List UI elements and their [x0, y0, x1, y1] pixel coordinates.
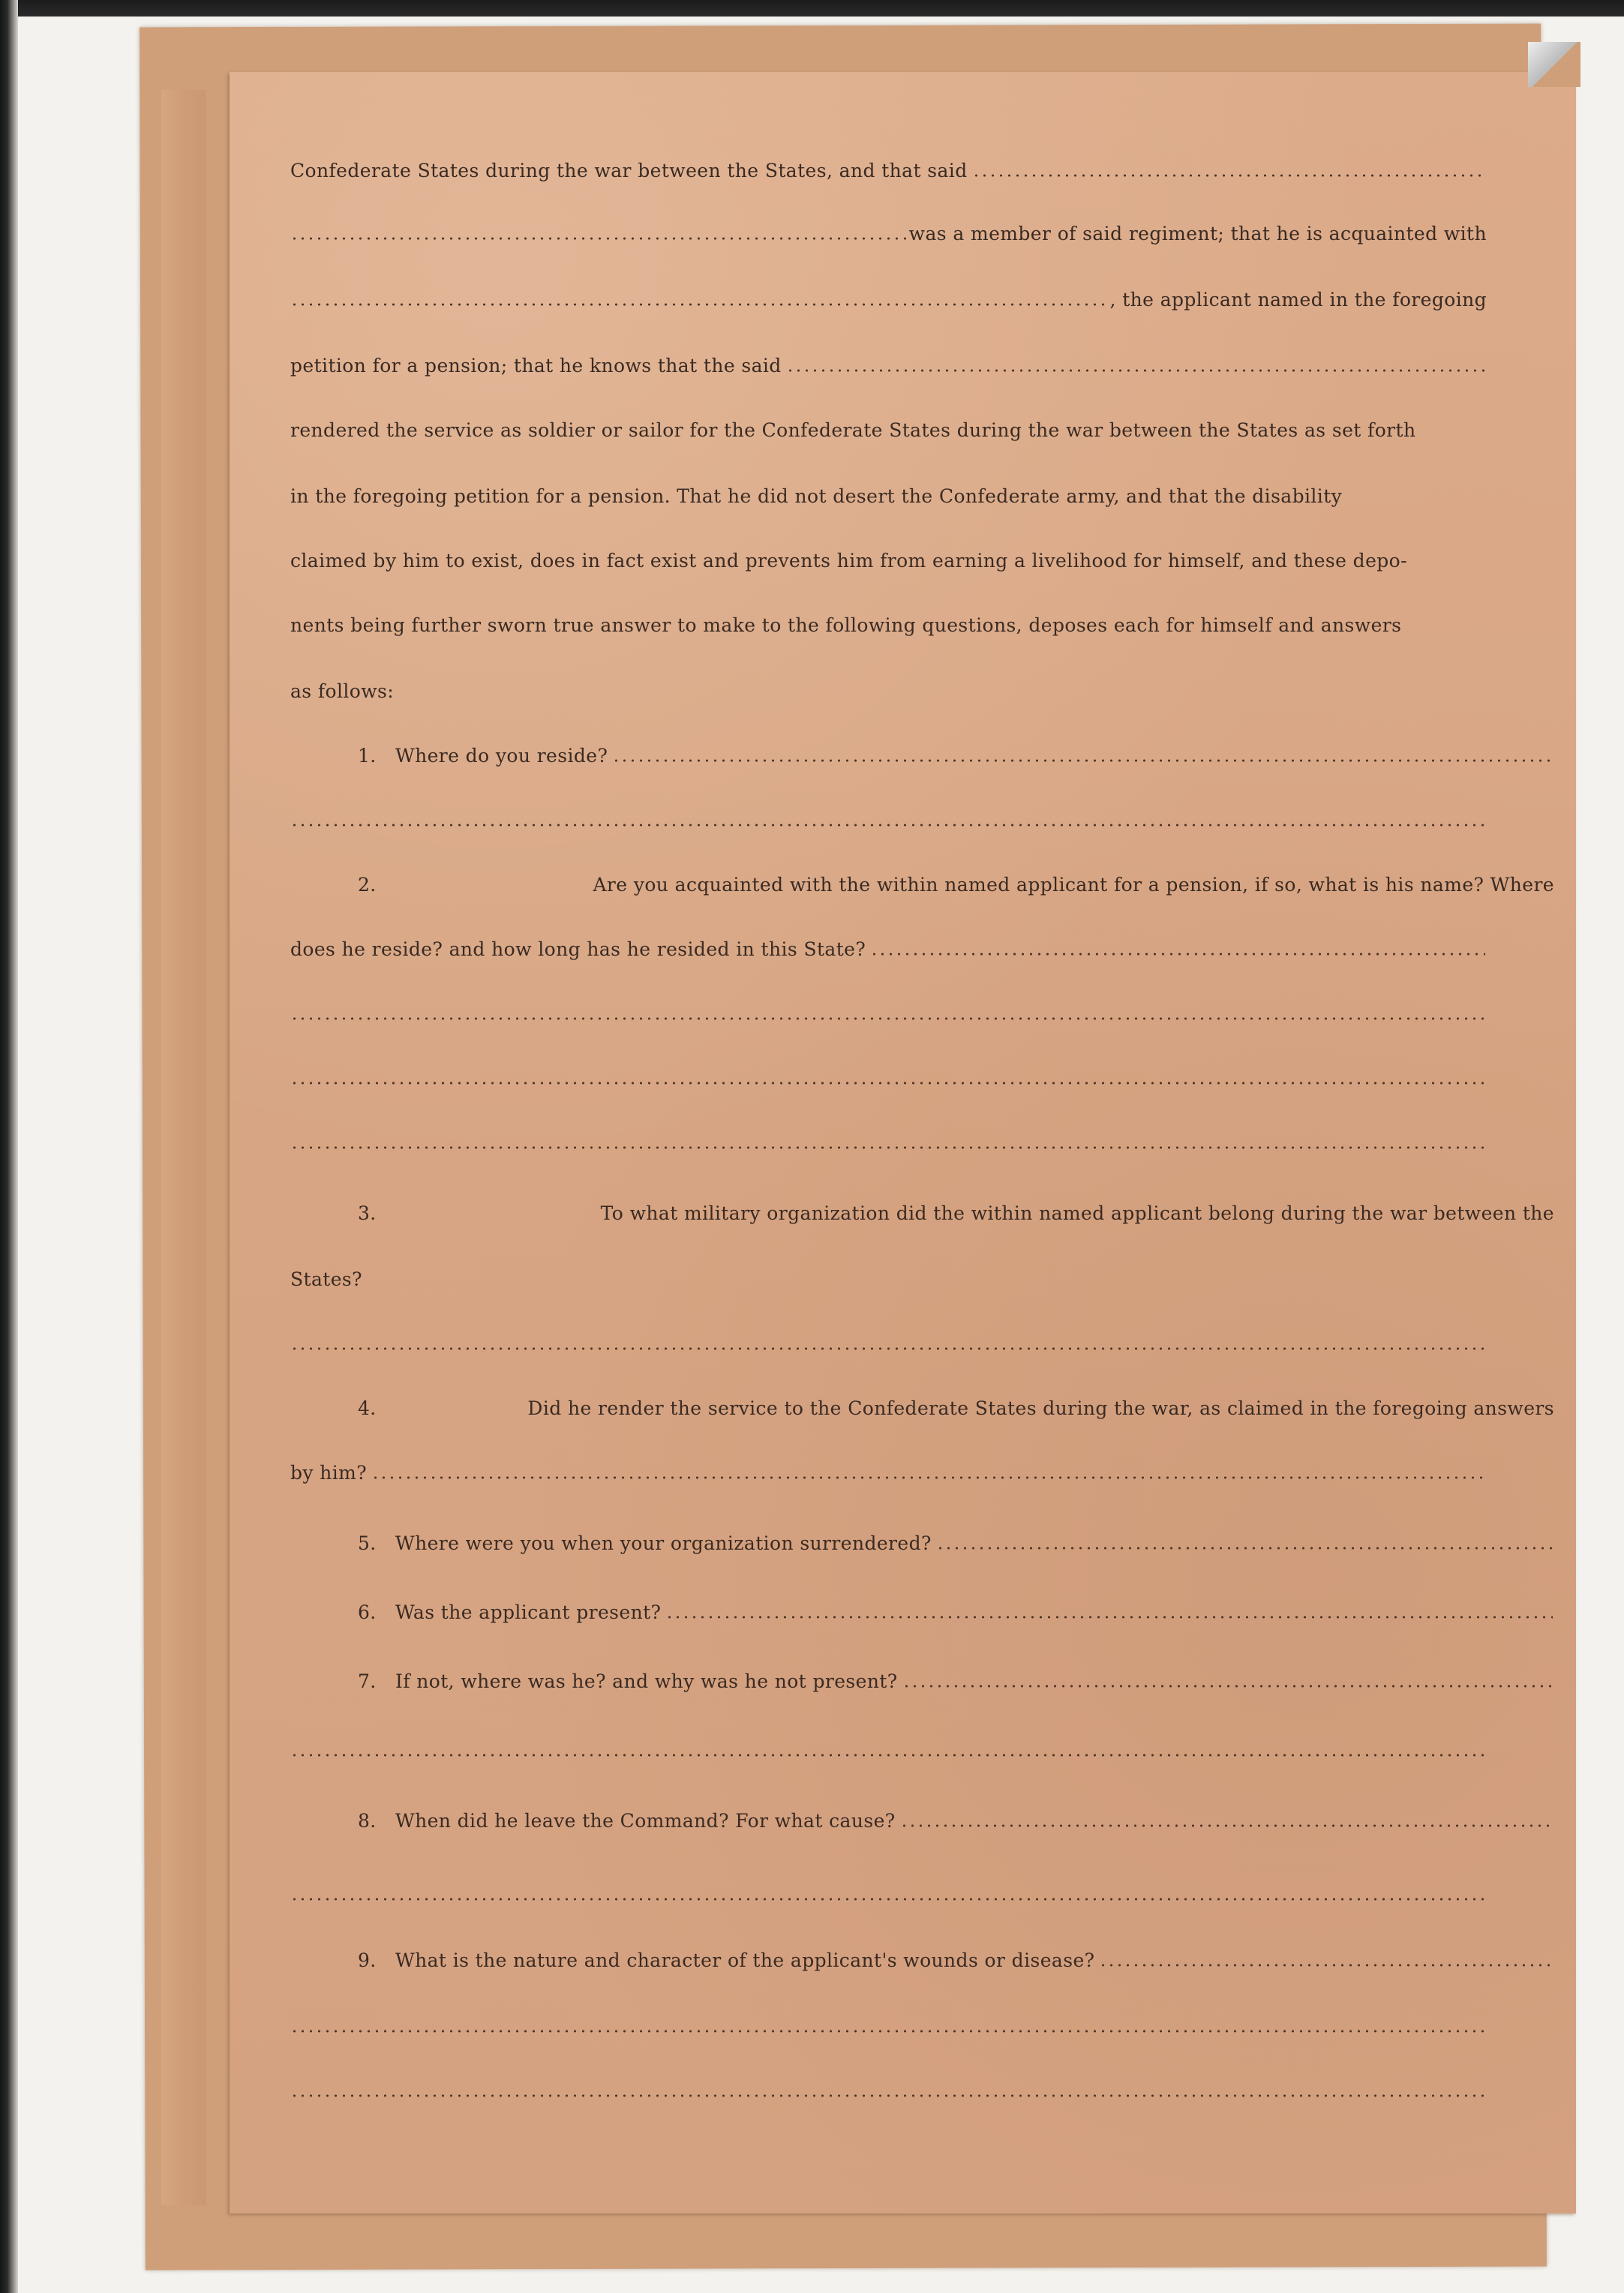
answer-blank[interactable]	[612, 759, 1553, 762]
answer-blank[interactable]	[290, 2094, 1485, 2097]
line-text: , the applicant named in the foregoing	[1109, 289, 1487, 311]
answer-line	[290, 1059, 1487, 1089]
answer-blank[interactable]	[870, 953, 1485, 956]
back-sheet-edge	[161, 90, 206, 2205]
question-text: does he reside? and how long has he resided in this State?	[290, 938, 866, 960]
scan-left-edge	[0, 0, 18, 2293]
fill-in-blank[interactable]	[290, 237, 908, 240]
line-text: was a member of said regiment; that he is acquainted with	[908, 223, 1487, 245]
question-4-continued	[290, 1454, 1487, 1484]
answer-line	[290, 1875, 1487, 1905]
question-8	[290, 1802, 1554, 1832]
question-text: Was the applicant present?	[395, 1601, 662, 1623]
question-number: 6.	[358, 1601, 377, 1623]
answer-line	[290, 1124, 1487, 1154]
answer-blank[interactable]	[665, 1616, 1553, 1619]
answer-blank[interactable]	[371, 1476, 1485, 1479]
text-line	[290, 281, 1487, 311]
question-4	[290, 1389, 1554, 1419]
question-7	[290, 1662, 1554, 1692]
question-text: If not, where was he? and why was he not present?	[395, 1670, 898, 1692]
answer-blank[interactable]	[290, 2030, 1485, 2033]
question-number: 7.	[358, 1670, 377, 1692]
question-2	[290, 866, 1554, 896]
line-text: nents being further sworn true answer to make to the following questions, deposes each for himself and answers	[290, 614, 1402, 636]
text-line	[290, 606, 1487, 636]
question-text: When did he leave the Command? For what cause?	[395, 1810, 896, 1832]
question-text: What is the nature and character of the applicant's wounds or disease?	[395, 1949, 1095, 1971]
answer-line	[290, 2007, 1487, 2037]
question-text: Did he render the service to the Confederate States during the war, as claimed in the foregoing answers	[527, 1397, 1554, 1419]
fill-in-blank[interactable]	[972, 174, 1485, 177]
question-number: 4.	[358, 1397, 377, 1419]
answer-line	[290, 2072, 1487, 2102]
answer-line	[290, 995, 1487, 1025]
question-number: 1.	[358, 745, 377, 767]
answer-blank[interactable]	[290, 1082, 1485, 1085]
line-text: rendered the service as soldier or sailor for the Confederate States during the war between the States as set forth	[290, 419, 1416, 441]
line-text: in the foregoing petition for a pension. That he did not desert the Confederate army, and that the disability	[290, 485, 1343, 507]
answer-blank[interactable]	[936, 1547, 1553, 1550]
answer-line	[290, 1325, 1487, 1355]
question-1	[290, 737, 1554, 767]
question-text: Where do you reside?	[395, 745, 608, 767]
question-text: Where were you when your organization surrendered?	[395, 1532, 932, 1554]
answer-blank[interactable]	[290, 1898, 1485, 1901]
question-number: 5.	[358, 1532, 377, 1554]
question-3-continued	[290, 1260, 1487, 1290]
answer-line	[290, 801, 1487, 831]
question-number: 2.	[358, 874, 377, 896]
question-text: States?	[290, 1268, 362, 1290]
line-text: Confederate States during the war between the States, and that said	[290, 160, 968, 182]
folded-corner	[1528, 42, 1580, 87]
question-number: 8.	[358, 1810, 377, 1832]
answer-blank[interactable]	[290, 1017, 1485, 1020]
answer-line	[290, 1731, 1487, 1761]
question-text: Are you acquainted with the within named applicant for a pension, if so, what is his name? Where	[593, 874, 1554, 896]
answer-blank[interactable]	[1099, 1964, 1553, 1967]
question-6	[290, 1593, 1554, 1623]
question-9	[290, 1941, 1554, 1971]
question-text: To what military organization did the within named applicant belong during the war between the	[600, 1202, 1554, 1224]
question-number: 3.	[358, 1202, 377, 1224]
fill-in-blank[interactable]	[786, 369, 1485, 372]
scan-top-edge	[0, 0, 1624, 17]
answer-blank[interactable]	[290, 824, 1485, 827]
text-line	[290, 542, 1487, 572]
text-line	[290, 672, 1487, 702]
line-text: petition for a pension; that he knows that the said	[290, 355, 782, 377]
question-2-continued	[290, 930, 1487, 960]
text-line	[290, 477, 1487, 507]
text-line	[290, 215, 1487, 245]
answer-blank[interactable]	[900, 1824, 1553, 1827]
question-text: by him?	[290, 1462, 368, 1484]
question-3	[290, 1194, 1554, 1224]
text-line	[290, 152, 1487, 182]
question-5	[290, 1524, 1554, 1554]
answer-blank[interactable]	[290, 1347, 1485, 1350]
line-text: claimed by him to exist, does in fact exist and prevents him from earning a livelihood for himself, and these depo-	[290, 550, 1407, 572]
fill-in-blank[interactable]	[290, 303, 1109, 306]
text-line	[290, 411, 1487, 441]
answer-blank[interactable]	[290, 1146, 1485, 1149]
text-line	[290, 347, 1487, 377]
answer-blank[interactable]	[290, 1754, 1485, 1757]
answer-blank[interactable]	[902, 1685, 1553, 1688]
question-number: 9.	[358, 1949, 377, 1971]
line-text: as follows:	[290, 680, 395, 702]
